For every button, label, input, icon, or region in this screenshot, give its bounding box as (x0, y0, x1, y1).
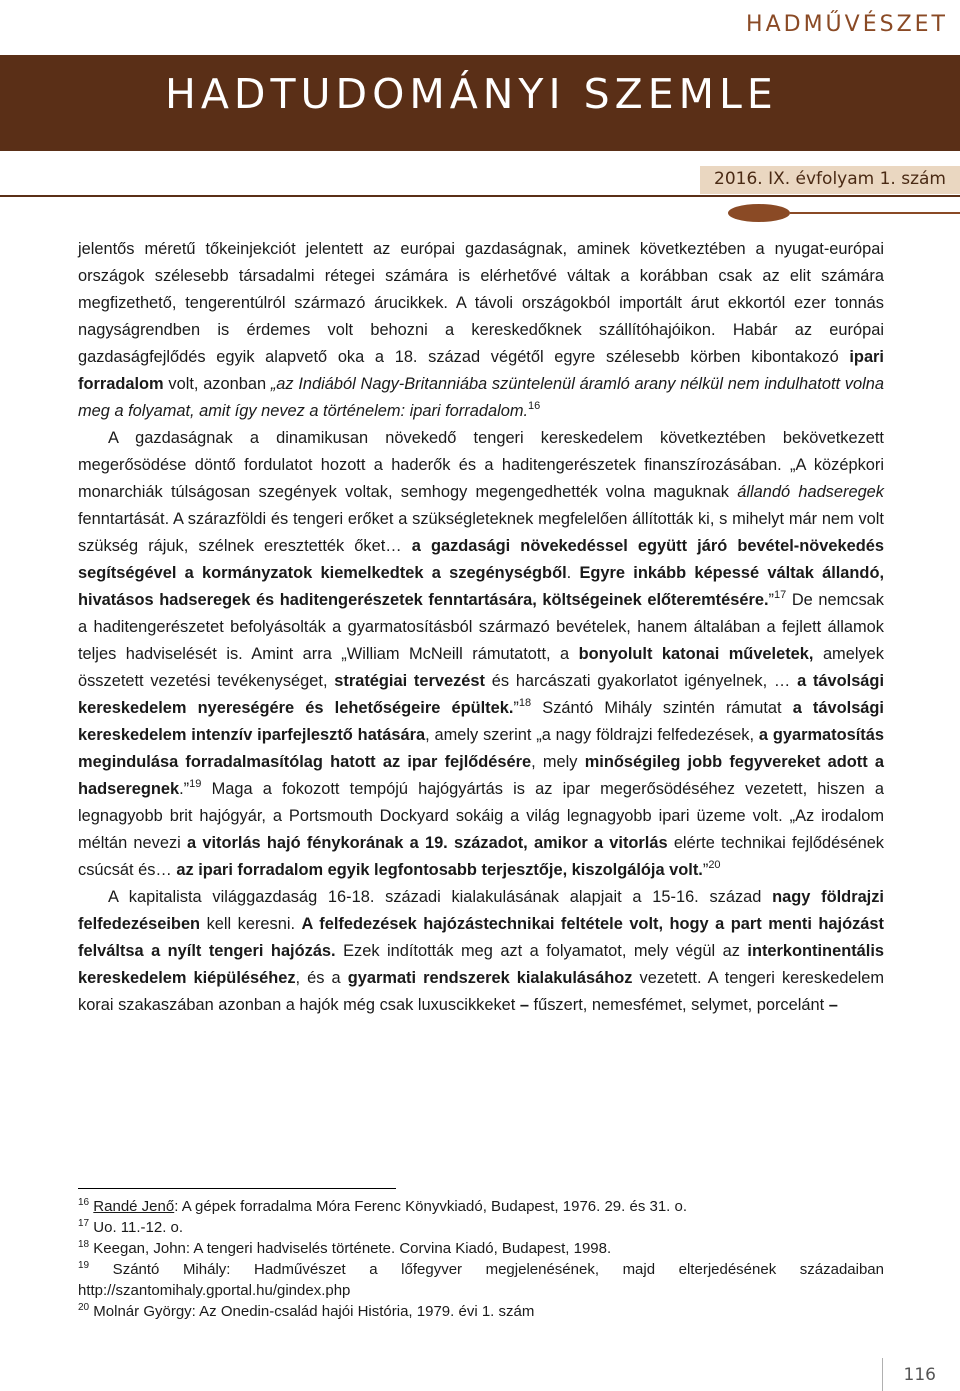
text-run: nagy földrajzi felfedezéseiben (78, 888, 884, 933)
journal-title: HADTUDOMÁNYI SZEMLE (165, 70, 778, 118)
text-run: az ipari forradalom egyik legfontosabb terjesztője, kiszolgálója volt. (176, 861, 703, 879)
page-number-box (882, 1358, 942, 1391)
text-run: A felfedezések hajózástechnikai feltétele volt, hogy a part menti hajózást felváltsa a nyílt tengeri hajózás. (78, 915, 884, 960)
text-run: a távolsági kereskedelem intenzív iparfejlesztő hatására (78, 699, 884, 744)
ornament-drop-icon (728, 204, 790, 222)
footnote-ref[interactable]: 20 (708, 859, 721, 871)
text-run: a vitorlás hajó fénykorának a 19. századot, amikor a vitorlás (187, 834, 668, 852)
text-run: a távolsági kereskedelem nyereségére és lehetőségeire épültek. (78, 672, 884, 717)
text-run: „az Indiából Nagy-Britanniába szüntelenül áramló arany nélkül nem indulhatott volna meg a folyamat, amit így nevez a történelem: ipari forradalom. (78, 375, 884, 420)
text-run: volt, azonban (163, 375, 271, 393)
paragraph (78, 425, 884, 884)
text-run: stratégiai tervezést (334, 672, 485, 690)
text-run: minőségileg jobb fegyvereket adott a hadseregnek (78, 753, 884, 798)
article-body (78, 236, 884, 1019)
text-run: ” (768, 591, 774, 609)
text-run: , mely (531, 753, 585, 771)
text-run: és harcászati gyakorlatot igényelnek, … (484, 672, 798, 690)
issue-label: 2016. IX. évfolyam 1. szám (714, 169, 946, 189)
text-run: fenntartását. A szárazföldi és tengeri erőket a szükségleteknek megfelelően állították ki, s mihelyt már nem volt szükség rájuk, szélnek eresztették őket… (78, 510, 884, 555)
footnote-ref[interactable]: 17 (773, 589, 787, 601)
ornament-line (790, 212, 960, 214)
text-run: . (566, 564, 580, 582)
text-run: ” (702, 861, 709, 879)
footnote-20: $^{20}$ Molnár György: Az Onedin-család hajói História, 1979. évi 1. szám (78, 1302, 535, 1320)
text-run: ” (513, 699, 519, 717)
text-run: Egyre inkább képessé váltak állandó, hivatásos hadseregek és haditengerészetek fenntartására, költségeinek előteremtésére. (78, 564, 885, 609)
text-run: interkontinentális kereskedelem kiépüléséhez (78, 942, 884, 987)
footnotes (78, 1196, 884, 1322)
footnote-separator (78, 1188, 396, 1189)
text-run: állandó hadseregek (737, 483, 884, 501)
text-run: a gyarmatosítás megindulása forradalmasítólag hatott az ipar fejlődésére (78, 726, 884, 771)
text-run: Szántó Mihály szintén rámutat (531, 699, 793, 717)
text-run: kell keresni. (200, 915, 302, 933)
text-run: vezetett. A tengeri kereskedelem korai szakaszában azonban a hajók még csak luxuscikkeket (78, 969, 884, 1014)
text-run: – (519, 996, 529, 1014)
footnote-16: $^{16}$ Randé Jenő: A gépek forradalma Móra Ferenc Könyvkiadó, Budapest, 1976. 29. és 31. o. (78, 1197, 688, 1215)
header-rule (0, 195, 960, 197)
footnote-ref[interactable]: 18 (518, 697, 532, 709)
text-run: De nemcsak a haditengerészetet befolyásolták a gyarmatosításból származó bevételek, hanem általában a fejlett államok teljes hadviselését is. Amint arra „William McNeill rámutatott, a (78, 591, 884, 663)
text-run: , és a (295, 969, 348, 987)
text-run: jelentős méretű tőkeinjekciót jelentett az európai gazdaságnak, aminek következtében a nyugat-európai országok szélesebb társadalmi rétegei számára is elérhetővé váltak a korábban csak az elit számára megfizethető, tengerentúlról származó árucikkek. A távoli országokból importált árut ekkortól ezer tonnás nagyságrendben is érdemes volt behozni a kereskedőknek szállítóhajóikon. Habár az európai gazdaságfejlődés egyik alapvető oka a 18. század végétől egyre szélesebb körben kibontakozó (78, 240, 884, 366)
text-run: amelyek összetett vezetési tevékenységet, (78, 645, 884, 690)
text-run: A gazdaságnak a dinamikusan növekedő tengeri kereskedelem következtében bekövetkezett megerősödése döntő fordulatot hozott a haderők és a haditengerészetek finanszírozásában. „A középkori monarchiák túlságosan szegények voltak, semhogy megengedhették volna maguknak (78, 429, 884, 501)
text-run: .” (179, 780, 190, 798)
text-run: Maga a fokozott tempójú hajógyártás is az ipar megerősödéséhez vezetett, hiszen a legnagyobb brit hajógyár, a Portsmouth Dockyard sokáig a világ legnagyobb ipari üzeme volt. „Az irodalom méltán nevezi (78, 780, 884, 852)
text-run: ipari forradalom (78, 348, 884, 393)
text-run: bonyolult katonai műveletek, (578, 645, 814, 663)
journal-header (0, 0, 960, 160)
footnote-18: $^{18}$ Keegan, John: A tengeri hadviselés története. Corvina Kiadó, Budapest, 1998. (78, 1239, 612, 1257)
footnote-ref[interactable]: 19 (189, 778, 202, 790)
footnote-author-link[interactable]: Randé Jenő (93, 1198, 175, 1215)
footnote-17: $^{17}$ Uo. 11.-12. o. (78, 1218, 184, 1236)
text-run: , amely szerint „a nagy földrajzi felfedezések, (425, 726, 759, 744)
paragraph (78, 236, 884, 425)
text-run: Ezek indították meg azt a folyamatot, mely végül az (335, 942, 748, 960)
page-number: 116 (903, 1365, 936, 1385)
text-run: gyarmati rendszerek kialakulásához (347, 969, 633, 987)
footnote-19: $^{19}$ Szántó Mihály: Hadművészet a lőfegyver megjelenésének, majd elterjedésének századaiban http://szantomihaly.gportal.hu/gindex.php (78, 1260, 884, 1299)
paragraph (78, 884, 884, 1019)
section-label: HADMŰVÉSZET (746, 12, 948, 37)
footnote-ref[interactable]: 16 (528, 400, 541, 412)
text-run: fűszert, nemesfémet, selymet, porcelánt (529, 996, 829, 1014)
text-run: a gazdasági növekedéssel együtt járó bevétel-növekedés segítségével a kormányzatok kiemelkedtek a szegénységből (78, 537, 884, 582)
text-run: elérte technikai fejlődésének csúcsát és… (78, 834, 884, 879)
text-run: – (828, 996, 838, 1014)
text-run: A kapitalista világgazdaság 16-18. századi kialakulásának alapjait a 15-16. század (108, 888, 773, 906)
